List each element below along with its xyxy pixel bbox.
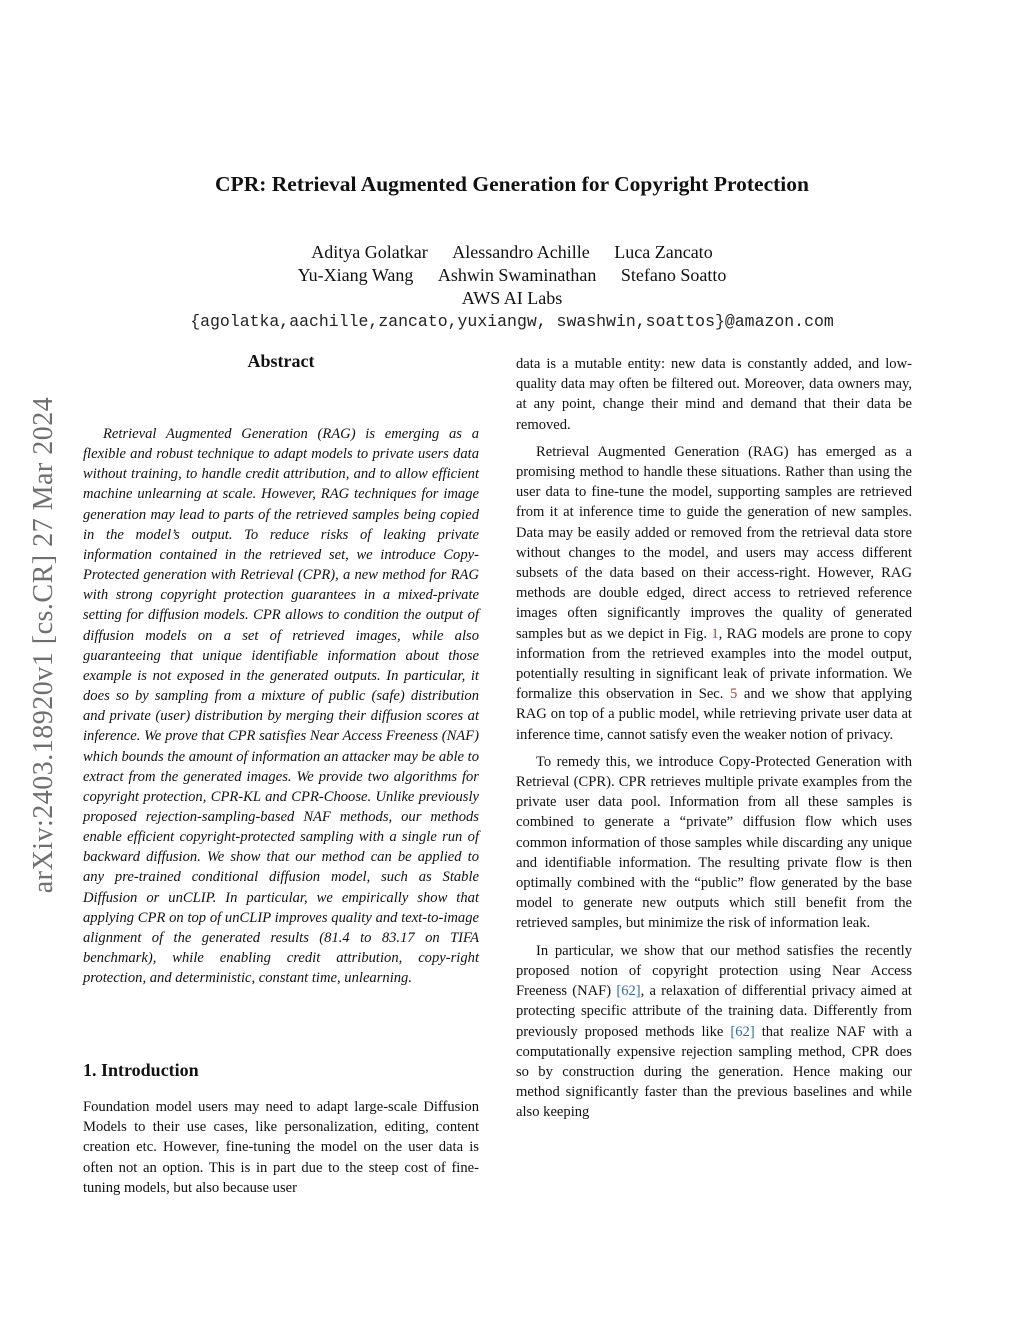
citation-link[interactable]: [62] (730, 1023, 755, 1040)
paragraph-text: that realize NAF with a computationally expensive rejection sampling method, CPR does so by construction during the generation. Hence making our method significantly faster than the previous baselines and while also keeping (516, 1023, 912, 1121)
citation-link[interactable]: [62] (616, 983, 641, 1000)
abstract-body: Retrieval Augmented Generation (RAG) is emerging as a flexible and robust technique to adapt models to private users data without training, to handle credit attribution, and to allow efficient machine unlearning at scale. However, RAG techniques for image generation may lead to parts of the retrieved samples being copied in the model’s output. To reduce risks of leaking private information contained in the retrieved set, we introduce Copy-Protected generation with Retrieval (CPR), a new method for RAG with strong copyright protection guarantees in a mixed-private setting for diffusion models. CPR allows to condition the output of diffusion models on a set of retrieved images, while also guaranteeing that unique identifiable information about those example is not exposed in the generated outputs. In particular, it does so by sampling from a mixture of public (safe) distribution and private (user) distribution by merging their diffusion scores at inference. We prove that CPR satisfies Near Access Freeness (NAF) which bounds the amount of information an attacker may be able to extract from the generated images. We provide two algorithms for copyright protection, CPR-KL and CPR-Choose. Unlike previously proposed rejection-sampling-based NAF methods, our methods enable efficient copyright-protected sampling with a single run of backward diffusion. We show that our method can be applied to any pre-trained conditional diffusion model, such as Stable Diffusion or unCLIP. In particular, we empirically show that applying CPR on top of unCLIP improves quality and text-to-image alignment of the generated results (81.4 to 83.17 on TIFA benchmark), while enabling credit attribution, copy-right protection, and deterministic, constant time, unlearning. (83, 426, 480, 987)
abstract-heading: Abstract (247, 351, 315, 371)
affiliation: AWS AI Labs (461, 288, 563, 308)
paragraph-text: , a relaxation of differential privacy aimed at protecting specific attribute of the training data. Differently from previously proposed methods like (516, 983, 912, 1040)
body-paragraph: To remedy this, we introduce Copy-Protected Generation with Retrieval (CPR). CPR retrieves multiple private examples from the private user data pool. Information from all these samples is combined to generate a “private” diffusion flow which uses common information of those samples while discarding any unique and identifiable information. The resulting private flow is then optimally combined with the “public” flow generated by the base model to generate new outputs which still benefit from the retrieved samples, but minimize the risk of information leak. (516, 753, 912, 932)
paper-title: CPR: Retrieval Augmented Generation for Copyright Protection (215, 172, 809, 196)
paragraph-text: , RAG models are prone to copy information from the retrieved examples into the model output, potentially resulting in significant leak of private information. We formalize this observation in Sec. (516, 625, 912, 703)
body-paragraph (516, 442, 912, 745)
author-row-2 (0, 265, 1024, 286)
body-paragraph (516, 941, 912, 1123)
author-name: Alessandro Achille (452, 242, 590, 262)
author-emails: {agolatka,aachille,zancato,yuxiangw, swashwin,soattos}@amazon.com (190, 312, 834, 331)
author-name: Luca Zancato (614, 242, 713, 262)
author-row-1 (0, 242, 1024, 263)
introduction-paragraph: Foundation model users may need to adapt large-scale Diffusion Models to their use cases, like personalization, editing, content creation etc. However, fine-tuning the model on the user data is often not an option. This is in part due to the steep cost of fine-tuning models, but also because user (83, 1099, 479, 1196)
section-reference-link[interactable]: 5 (730, 686, 738, 703)
author-name: Ashwin Swaminathan (437, 265, 597, 285)
section-heading-introduction: 1. Introduction (83, 1060, 199, 1080)
figure-reference-link[interactable]: 1 (711, 625, 719, 642)
author-name: Yu-Xiang Wang (297, 265, 414, 285)
author-name: Aditya Golatkar (311, 242, 428, 262)
paragraph-text: Retrieval Augmented Generation (RAG) has emerged as a promising method to handle these situations. Rather than using the user data to fine-tune the model, supporting samples are retrieved from it at inference time to guide the generation of new samples. Data may be easily added or removed from the retrieval data store without changes to the model, and users may access different subsets of the data based on their access-right. However, RAG methods are double edged, direct access to retrieved reference images often significantly improves the quality of generated samples but as we depict in Fig. (516, 443, 912, 642)
paragraph-text: and we show that applying RAG on top of a public model, while retrieving private user data at inference time, cannot satisfy even the weaker notion of privacy. (516, 686, 913, 743)
arxiv-identifier-stamp: arXiv:2403.18920v1 [cs.CR] 27 Mar 2024 (28, 396, 59, 894)
right-column (516, 354, 912, 1130)
body-paragraph: data is a mutable entity: new data is constantly added, and low-quality data may often be filtered out. Moreover, data owners may, at any point, change their mind and demand that their data be removed. (516, 356, 912, 433)
paragraph-text: In particular, we show that our method satisfies the recently proposed notion of copyright protection using Near Access Freeness (NAF) (516, 942, 912, 1000)
author-name: Stefano Soatto (620, 265, 727, 285)
